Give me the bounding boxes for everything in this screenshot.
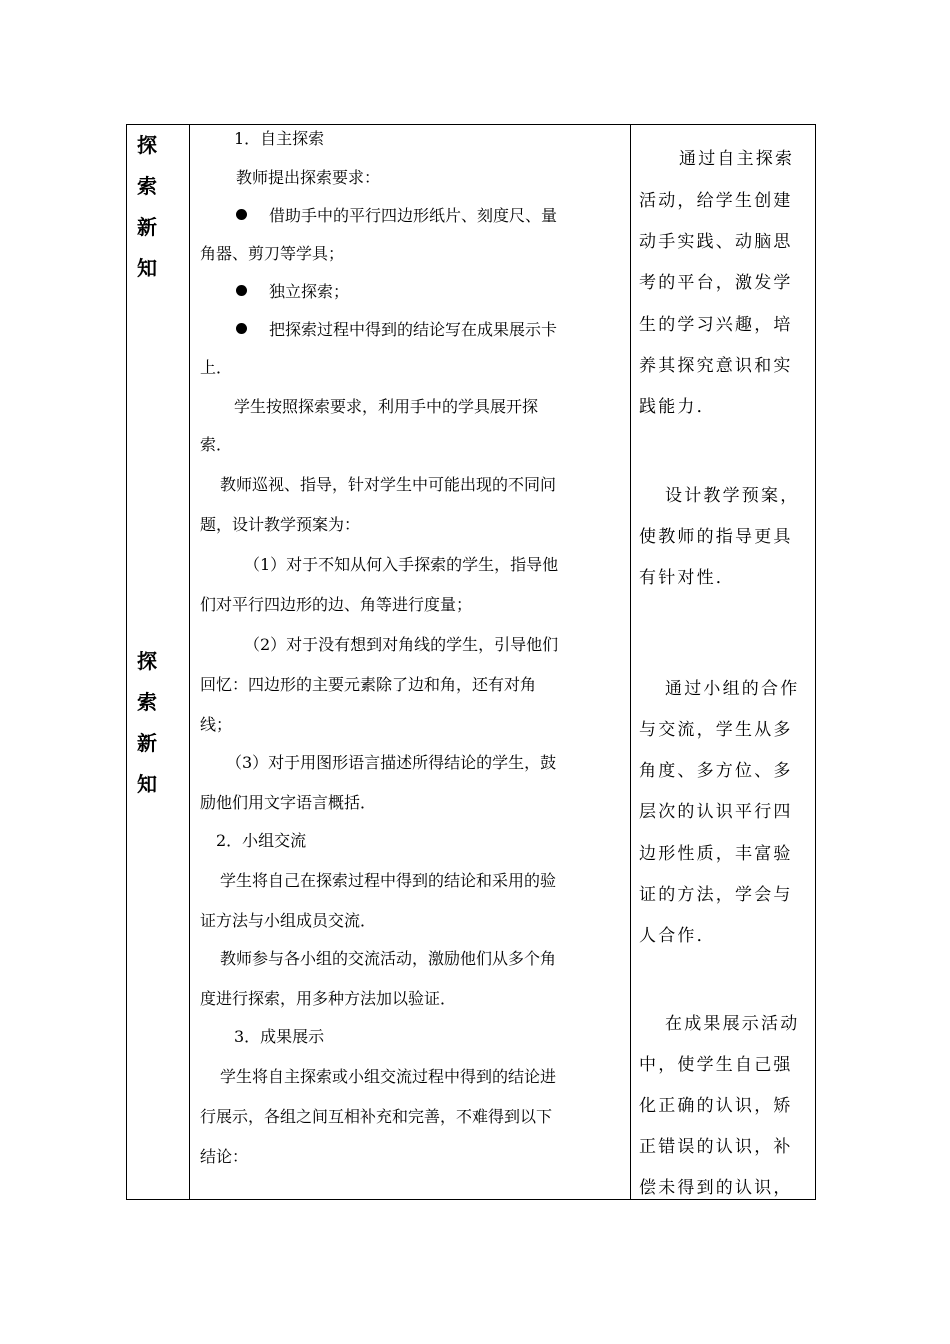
text-line: 结论： — [200, 1147, 249, 1166]
note-line: 践能力． — [639, 397, 716, 417]
text-line: （2）对于没有想到对角线的学生，引导他们 — [244, 635, 559, 654]
text-line: 学生将自主探索或小组交流过程中得到的结论进 — [220, 1067, 557, 1086]
note-line: 活动，给学生创建 — [639, 191, 793, 211]
stage-label: 探 索 新 知 — [137, 133, 157, 280]
text-line: （1）对于不知从何入手探索的学生，指导他 — [244, 555, 559, 574]
note-line: 通过自主探索 — [679, 149, 795, 169]
text-line: 励他们用文字语言概括． — [200, 793, 377, 812]
note-line: 中，使学生自己强 — [639, 1055, 793, 1075]
bullet-icon — [236, 209, 247, 220]
note-line: 有针对性． — [639, 568, 735, 588]
text-line: 证方法与小组成员交流． — [200, 911, 377, 930]
bullet-icon — [236, 323, 247, 334]
note-line: 设计教学预案， — [665, 486, 800, 506]
text-line: 学生将自己在探索过程中得到的结论和采用的验 — [220, 871, 557, 890]
note-line: 人合作． — [639, 926, 716, 946]
stage-label-repeat: 探 索 新 知 — [137, 649, 157, 796]
note-line: 生的学习兴趣，培 — [639, 315, 793, 335]
text-line: （3）对于用图形语言描述所得结论的学生，鼓 — [226, 753, 557, 772]
text-line: 教师参与各小组的交流活动，激励他们从多个角 — [220, 949, 557, 968]
note-line: 化正确的认识，矫 — [639, 1096, 793, 1116]
column-divider — [189, 125, 190, 1199]
text-line: 行展示，各组之间互相补充和完善，不难得到以下 — [200, 1107, 553, 1126]
text-line: 度进行探索，用多种方法加以验证． — [200, 989, 457, 1008]
lesson-table — [126, 124, 816, 1200]
note-line: 考的平台，激发学 — [639, 273, 793, 293]
text-line: 学生按照探索要求，利用手中的学具展开探 — [234, 397, 539, 416]
text-line: 上． — [200, 358, 233, 377]
note-line: 与交流，学生从多 — [639, 720, 793, 740]
stage-column — [127, 125, 189, 1199]
text-line: 题，设计教学预案为： — [200, 515, 361, 534]
note-line: 正错误的认识，补 — [639, 1137, 793, 1157]
section-heading: 3．成果展示 — [234, 1027, 325, 1046]
text-line: 教师巡视、指导，针对学生中可能出现的不同问 — [220, 475, 557, 494]
text-line: 角器、剪刀等学具； — [200, 244, 345, 263]
text-line: 线； — [200, 715, 233, 734]
section-heading: 2．小组交流 — [216, 831, 307, 850]
text-line: 回忆：四边形的主要元素除了边和角，还有对角 — [200, 675, 537, 694]
bullet-line: 把探索过程中得到的结论写在成果展示卡 — [236, 320, 557, 340]
note-line: 通过小组的合作 — [665, 679, 800, 699]
note-line: 边形性质，丰富验 — [639, 844, 793, 864]
text-line: 索． — [200, 435, 233, 454]
note-line: 在成果展示活动 — [665, 1014, 800, 1034]
note-line: 证的方法，学会与 — [639, 885, 793, 905]
text-line: 们对平行四边形的边、角等进行度量； — [200, 595, 473, 614]
note-line: 养其探究意识和实 — [639, 356, 793, 376]
note-line: 动手实践、动脑思 — [639, 232, 793, 252]
bullet-line: 借助手中的平行四边形纸片、刻度尺、量 — [236, 206, 557, 226]
note-line: 使教师的指导更具 — [639, 527, 793, 547]
note-line: 角度、多方位、多 — [639, 761, 793, 781]
bullet-line: 独立探索； — [236, 282, 349, 302]
note-line: 层次的认识平行四 — [639, 802, 793, 822]
section-heading: 1．自主探索 — [234, 129, 325, 148]
text-line: 教师提出探索要求： — [236, 168, 381, 187]
column-divider — [630, 125, 631, 1199]
note-line: 偿未得到的认识， — [639, 1178, 793, 1198]
bullet-icon — [236, 285, 247, 296]
